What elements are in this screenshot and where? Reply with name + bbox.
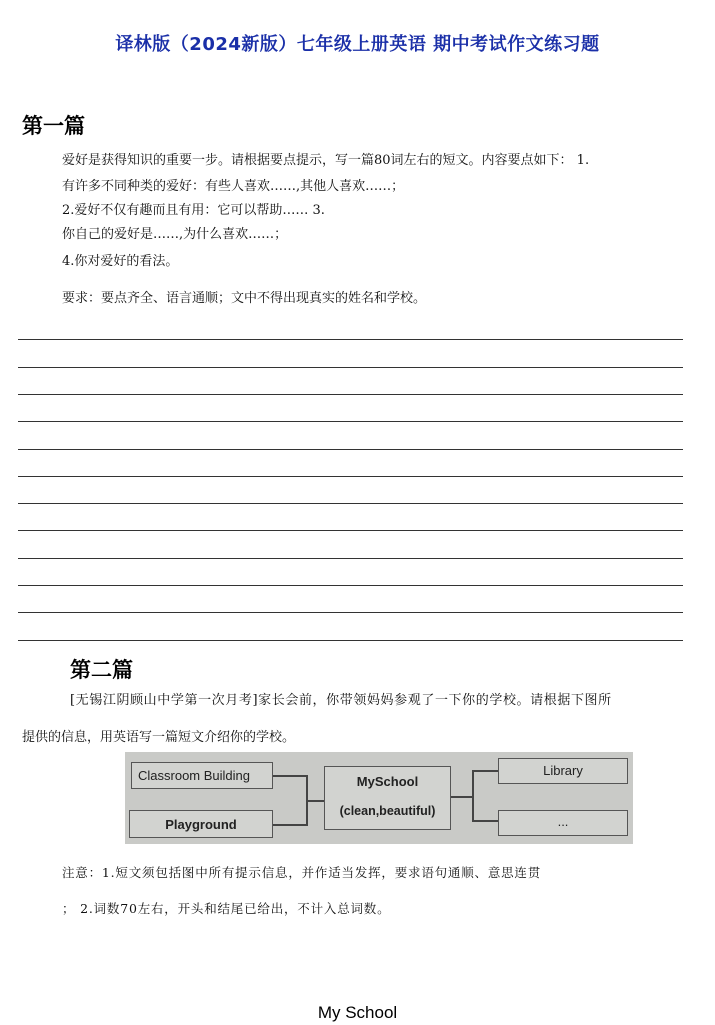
section2-heading: 第二篇 — [70, 658, 133, 682]
writing-line — [18, 394, 683, 395]
section1-line-2: 有许多不同种类的爱好：有些人喜欢……,其他人喜欢……； — [62, 179, 405, 194]
section1-line-5: 4.你对爱好的看法。 — [62, 254, 179, 269]
connector-line — [472, 820, 498, 822]
writing-line — [18, 476, 683, 477]
connector-line — [472, 770, 498, 772]
writing-line — [18, 367, 683, 368]
section1-line-3: 2.爱好不仅有趣而且有用：它可以帮助…… 3. — [62, 203, 325, 218]
section2-prompt-line1: [无锡江阴顾山中学第一次月考]家长会前，你带领妈妈参观了一下你的学校。请根据下图所 — [70, 693, 612, 708]
writing-line — [18, 449, 683, 450]
writing-line — [18, 339, 683, 340]
diagram-myschool-subtitle: (clean,beautiful) — [339, 804, 436, 818]
writing-line — [18, 421, 683, 422]
school-diagram — [125, 752, 633, 844]
diagram-myschool-title: MySchool — [356, 774, 419, 789]
writing-line — [18, 612, 683, 613]
section1-requirement: 要求：要点齐全、语言通顺；文中不得出现真实的姓名和学校。 — [62, 291, 427, 306]
section1-line-1: 爱好是获得知识的重要一步。请根据要点提示，写一篇80词左右的短文。内容要点如下： 1. — [62, 153, 590, 168]
section1-heading: 第一篇 — [22, 114, 85, 138]
section2-note-line2: ； 2.词数70左右，开头和结尾已给出，不计入总词数。 — [62, 901, 391, 916]
diagram-box-more: ... — [498, 810, 628, 836]
writing-line — [18, 558, 683, 559]
connector-line — [472, 770, 474, 822]
diagram-box-library: Library — [498, 758, 628, 784]
section1-line-4: 你自己的爱好是……,为什么喜欢……； — [62, 227, 288, 242]
document-title: 译林版（2024新版）七年级上册英语 期中考试作文练习题 — [115, 34, 600, 55]
diagram-box-myschool — [324, 766, 451, 830]
essay-title-my-school: My School — [317, 1003, 398, 1022]
section2-note-line1: 注意：1.短文须包括图中所有提示信息，并作适当发挥，要求语句通顺、意思连贯 — [62, 865, 542, 880]
writing-line — [18, 585, 683, 586]
connector-line — [306, 800, 324, 802]
diagram-box-classroom-building: Classroom Building — [131, 762, 273, 789]
connector-line — [273, 775, 307, 777]
section2-prompt-line2: 提供的信息，用英语写一篇短文介绍你的学校。 — [22, 730, 296, 745]
connector-line — [273, 824, 307, 826]
writing-line — [18, 640, 683, 641]
diagram-box-playground: Playground — [129, 810, 273, 838]
connector-line — [451, 796, 473, 798]
writing-line — [18, 530, 683, 531]
writing-line — [18, 503, 683, 504]
